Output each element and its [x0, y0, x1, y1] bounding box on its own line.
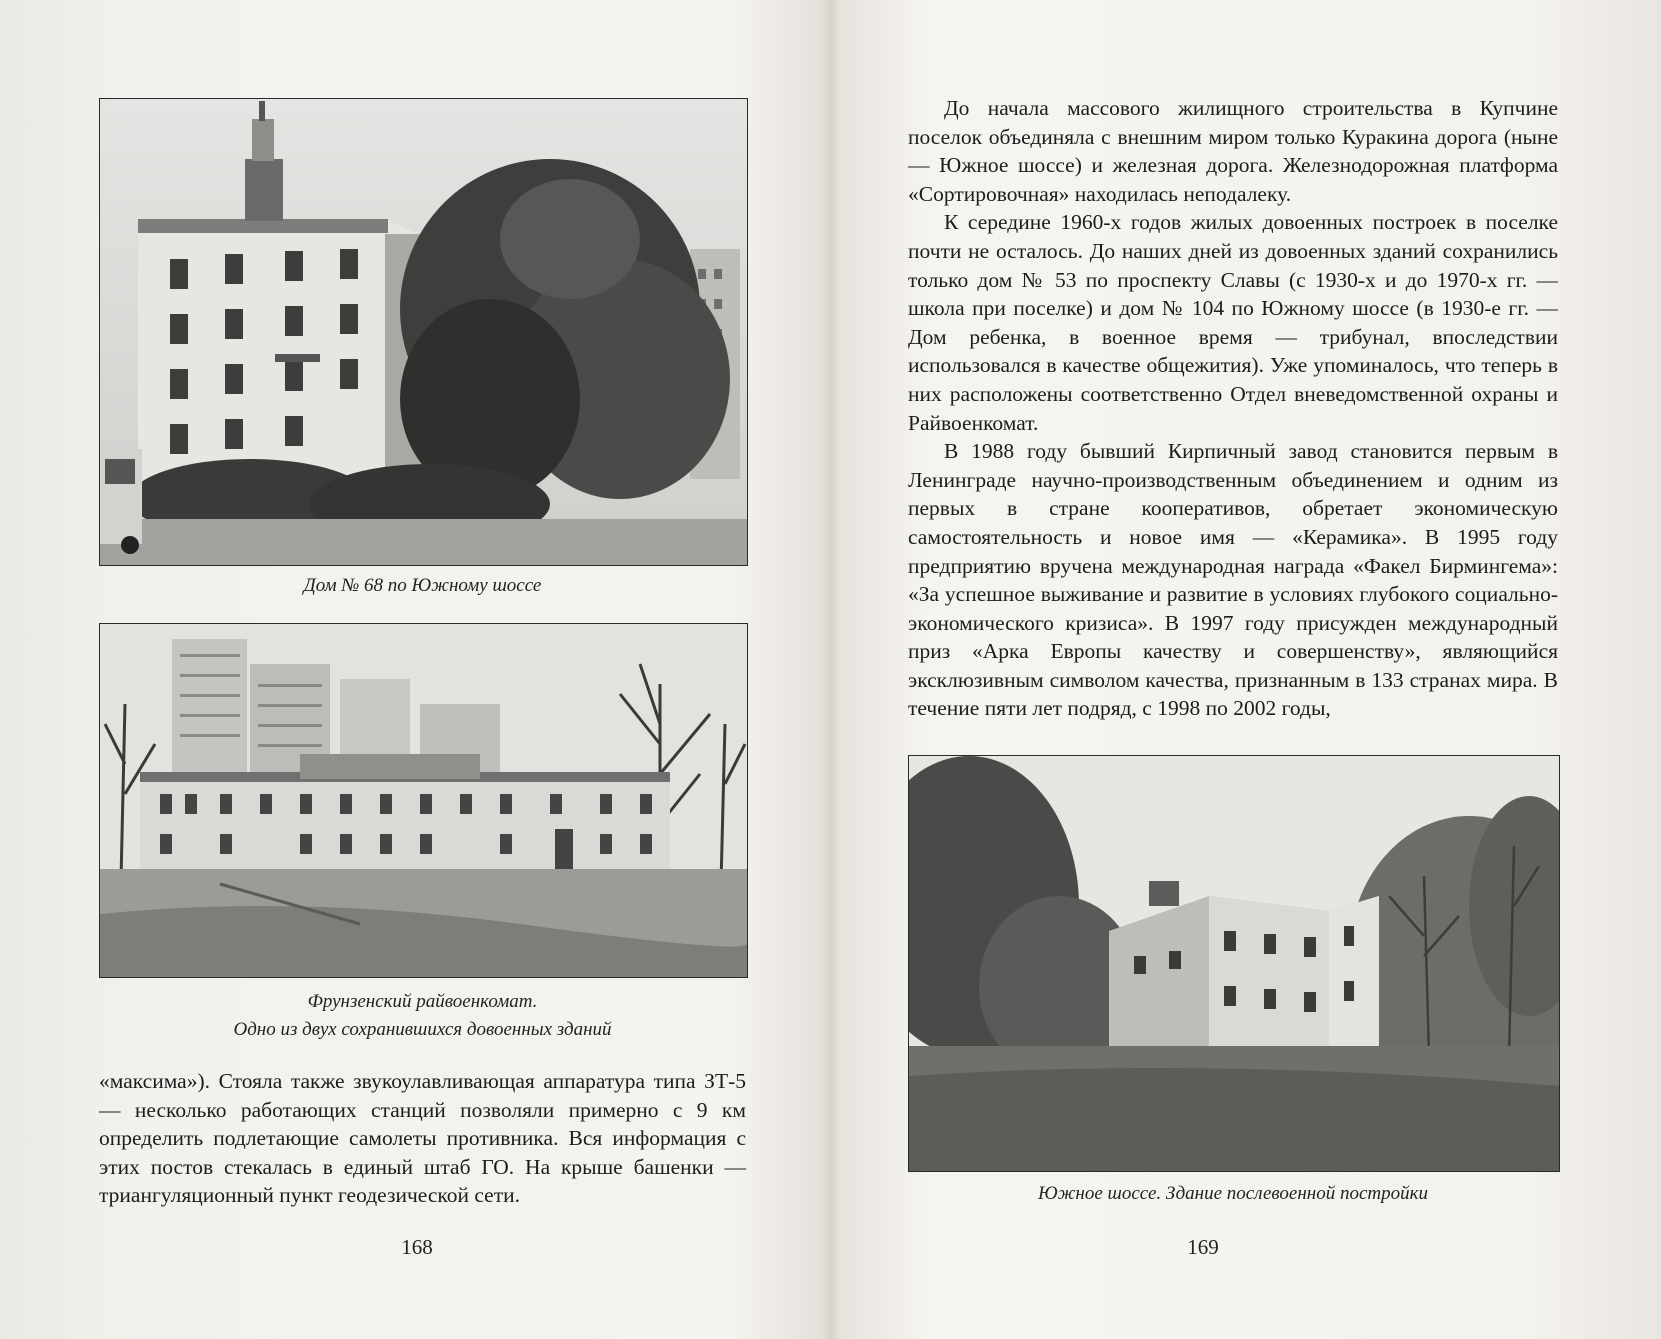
photo-commissariat: [99, 623, 748, 978]
caption-house-68: Дом № 68 по Южному шоссе: [303, 575, 542, 596]
caption-postwar-building: Южное шоссе. Здание послевоенной постройки: [1038, 1183, 1428, 1204]
left-body-text: [99, 1067, 746, 1210]
right-page: [830, 0, 1661, 1339]
caption-commissariat-line1: Фрунзенский райвоенкомат.: [307, 991, 538, 1012]
photo-house-68-image: [100, 99, 747, 565]
left-page: [0, 0, 830, 1339]
right-paragraph-1: До начала массового жилищного строительства в Купчине поселок объединяла с внешним миром только Куракина дорога (ныне — Южное шоссе) и железная дорога. Железнодорожная платформа «Сортировочная» находилась неподалеку.: [908, 96, 1558, 206]
photo-commissariat-image: [100, 624, 747, 977]
photo-house-68: [99, 98, 748, 566]
photo-postwar-building: [908, 755, 1560, 1172]
right-body-text: [908, 94, 1558, 723]
caption-commissariat: [99, 988, 746, 1044]
right-paragraph-2: К середине 1960-х годов жилых довоенных построек в поселке почти не осталось. До наших дней из довоенных зданий сохранились только дом № 53 по проспекту Славы (с 1930-х и до 1970-х гг. — школа при поселке) и дом № 104 по Южному шоссе (в 1930-е гг. — Дом ребенка, в военное время — трибунал, впоследствии использовался в качестве общежития). Уже упоминалось, что теперь в них расположены соответственно Отдел вневедомственной охраны и Райвоенкомат.: [908, 210, 1558, 435]
left-paragraph: «максима»). Стояла также звукоулавливающая аппаратура типа ЗТ-5 — несколько работающих станций позволяли примерно с 9 км определить подлетающие самолеты противника. Вся информация с этих постов стекалась в единый штаб ГО. На крыше башенки — триангуляционный пункт геодезической сети.: [99, 1069, 746, 1208]
photo-postwar-building-image: [909, 756, 1559, 1171]
page-number-left: 168: [401, 1235, 433, 1259]
right-paragraph-3: В 1988 году бывший Кирпичный завод становится первым в Ленинграде научно-производственным объединением и одним из первых в стране кооперативов, обретает экономическую самостоятельность и новое имя — «Керамика». В 1995 году предприятию вручена международная награда «Факел Бирмингема»: «За успешное выживание и развитие в условиях глубокого социально-экономического кризиса». В 1997 году присужден международный приз «Арка Европы качеству и совершенству», являющийся эксклюзивным символом качества, признанным в 133 странах мира. В течение пяти лет подряд, с 1998 по 2002 годы,: [908, 439, 1558, 721]
page-number-right: 169: [1187, 1235, 1219, 1259]
caption-commissariat-line2: Одно из двух сохранившихся довоенных зданий: [233, 1019, 612, 1040]
